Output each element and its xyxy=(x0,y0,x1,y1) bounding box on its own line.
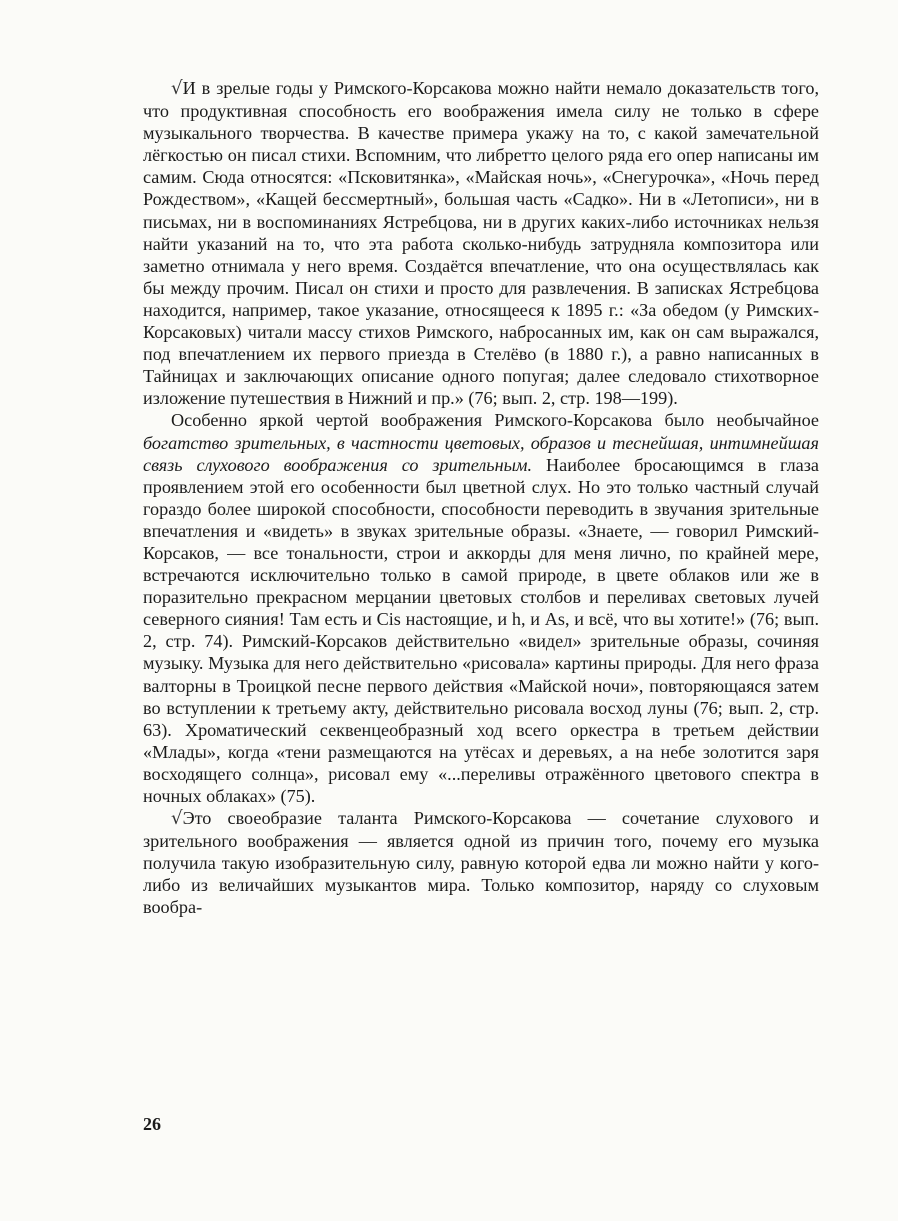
paragraph-3 xyxy=(143,807,819,918)
paragraph-text-before: Особенно яркой чертой воображения Римского-Корсакова было необычайное xyxy=(171,410,819,431)
paragraph-2 xyxy=(143,409,819,807)
checkmark-annotation: √ xyxy=(171,808,183,830)
page-body-text xyxy=(143,77,819,919)
paragraph-text-after: Наиболее бросающимся в глаза проявлением этой его особенности был цветной слух. Но это только частный случай гораздо более широкой способности, способности переводить в звучания зрительные впечатления и «видеть» в звуках зрительные образы. «Знаете, — говорил Римский-Корсаков, — все тональности, строи и аккорды для меня лично, по крайней мере, встречаются исключительно только в самой природе, в цвете облаков или же в поразительно прекрасном мерцании цветовых столбов и переливах световых лучей северного сияния! Там есть и Cis настоящие, и h, и As, и всё, что вы хотите!» (76; вып. 2, стр. 74). Римский-Корсаков действительно «видел» зрительные образы, сочиняя музыку. Музыка для него действительно «рисовала» картины природы. Для него фраза валторны в Троицкой песне первого действия «Майской ночи», повторяющаяся затем во вступлении к третьему акту, действительно рисовала восход луны (76; вып. 2, стр. 63). Хроматический секвенцеобразный ход всего оркестра в третьем действии «Млады», когда «тени размещаются на утёсах и деревьях, а на небе золотится заря восходящего солнца», рисовал ему «...переливы отражённого цветового спектра в ночных облаках» (75). xyxy=(143,454,819,806)
page-number: 26 xyxy=(143,1114,161,1134)
checkmark-annotation: √ xyxy=(171,78,183,99)
paragraph-1 xyxy=(143,77,819,409)
paragraph-emphasis: богатство зрительных, в частности цветовых, образов и теснейшая, интимнейшая связь слухового воображения со зрительным. xyxy=(143,432,819,475)
paragraph-text: Это своеобразие таланта Римского-Корсакова — сочетание слухового и зрительного воображения — является одной из причин того, почему его музыка получила такую изобразительную силу, равную которой едва ли можно найти у кого-либо из величайших музыкантов мира. Только композитор, наряду со слуховым вообра- xyxy=(143,808,819,918)
paragraph-text: И в зрелые годы у Римского-Корсакова можно найти немало доказательств того, что продуктивная способность его воображения имела силу не только в сфере музыкального творчества. В качестве примера укажу на то, с какой замечательной лёгкостью он писал стихи. Вспомним, что либретто целого ряда его опер написаны им самим. Сюда относятся: «Псковитянка», «Майская ночь», «Снегурочка», «Ночь перед Рождеством», «Кащей бессмертный», большая часть «Садко». Ни в «Летописи», ни в письмах, ни в воспоминаниях Ястребцова, ни в других каких-либо источниках нельзя найти указаний на то, что эта работа сколько-нибудь затрудняла композитора или заметно отнимала у него время. Создаётся впечатление, что она осуществлялась как бы между прочим. Писал он стихи и просто для развлечения. В записках Ястребцова находится, например, такое указание, относящееся к 1895 г.: «За обедом (у Римских-Корсаковых) читали массу стихов Римского, набросанных им, как он сам выражался, под впечатлением их первого приезда в Стелёво (в 1880 г.), а равно написанных в Тайницах и заключающих описание одного попугая; далее следовало стихотворное изложение путешествия в Нижний и пр.» (76; вып. 2, стр. 198—199). xyxy=(143,78,819,409)
